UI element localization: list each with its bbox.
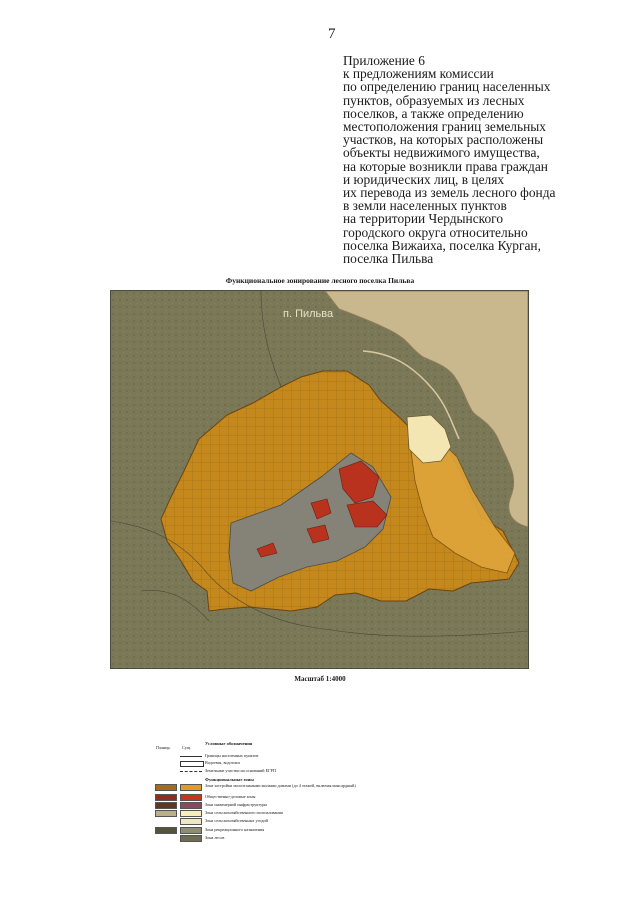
appendix-line: поселка Пильва (343, 251, 434, 267)
legend-zone-planned-swatch (180, 818, 202, 825)
legend-line-label: Земельные участки на оснований ЕГРП (205, 768, 276, 773)
appendix-line: к предложениям комиссии (343, 66, 494, 82)
appendix-line: местоположения границ земельных (343, 119, 546, 135)
legend-line-swatch (180, 771, 202, 772)
legend-zone-existing-swatch (155, 794, 177, 801)
legend-line-label: Водоемы, водотоки (205, 760, 240, 765)
map-place-label: п. Пильва (283, 308, 334, 320)
appendix-line: поселков, а также определению (343, 105, 524, 121)
legend-line-swatch (180, 756, 202, 757)
map-legend (150, 738, 390, 848)
legend-col-existing: Сущ. (182, 745, 192, 750)
legend-zone-existing-swatch (155, 810, 177, 817)
legend-zone-planned-swatch (180, 784, 202, 791)
appendix-line: их перевода из земель лесного фонда (343, 185, 556, 201)
appendix-line: пунктов, образуемых из лесных (343, 92, 525, 108)
legend-zone-label: Зона лесов (205, 835, 225, 840)
appendix-line: в земли населенных пунктов (343, 198, 507, 214)
legend-zone-planned-swatch (180, 835, 202, 842)
legend-col-planned: Планир. (156, 745, 171, 750)
legend-zone-existing-swatch (155, 827, 177, 834)
legend-line-swatch (180, 761, 204, 767)
appendix-line: поселка Вижаиха, поселка Курган, (343, 237, 541, 253)
legend-zone-planned-swatch (180, 794, 202, 801)
appendix-line: на территории Чердынского (343, 211, 504, 227)
map[interactable] (110, 290, 529, 669)
legend-zone-planned-swatch (180, 810, 202, 817)
legend-heading: Условные обозначения (205, 741, 253, 746)
appendix-line: на которые возникли права граждан (343, 158, 548, 174)
appendix-line: и юридических лиц, в целях (343, 171, 505, 187)
legend-line-label: Границы населенных пунктов (205, 753, 259, 758)
appendix-line: по определению границ населенных (343, 79, 551, 95)
appendix-line: участков, на которых расположены (343, 132, 544, 148)
legend-zone-label: Зона инженерной инфраструктуры (205, 802, 268, 807)
legend-zone-planned-swatch (180, 802, 202, 809)
map-title: Функциональное зонирование лесного поселка Пильва (225, 276, 415, 285)
legend-zone-label: Зона сельскохозяйственного использования (205, 810, 283, 815)
legend-zone-existing-swatch (155, 802, 177, 809)
legend-zone-label: Зона застройки малоэтажными жилыми домами (до 4 этажей, включая мансардный) (205, 783, 356, 788)
legend-zone-existing-swatch (155, 784, 177, 791)
legend-zone-label: Общественно-деловые зоны (205, 794, 256, 799)
appendix-line: объекты недвижимого имущества, (343, 145, 540, 161)
legend-zone-label: Зона сельскохозяйственных угодий (205, 818, 268, 823)
legend-zones-heading: Функциональные зоны (205, 777, 254, 782)
legend-zone-label: Зона рекреационного назначения (205, 827, 265, 832)
legend-zone-planned-swatch (180, 827, 202, 834)
appendix-line: Приложение 6 (343, 53, 425, 68)
appendix-heading (343, 54, 628, 265)
map-scale: Масштаб 1:4000 (294, 675, 346, 683)
appendix-line: городского округа относительно (343, 224, 528, 240)
page-number: 7 (328, 26, 336, 42)
